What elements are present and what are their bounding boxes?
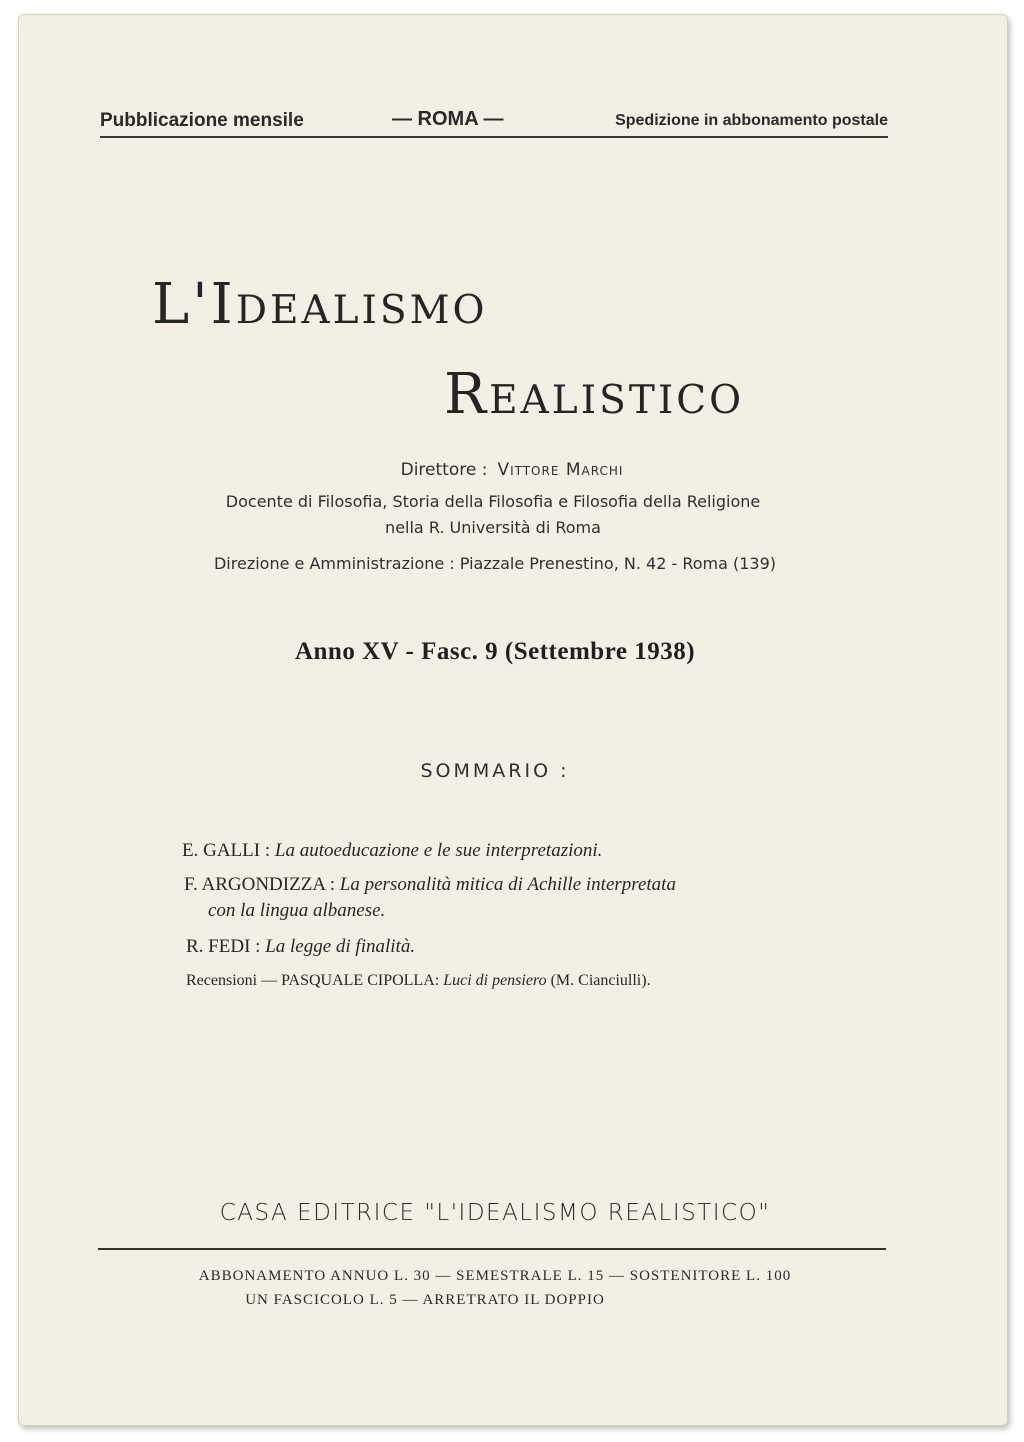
- summary-author: E. GALLI :: [182, 840, 271, 861]
- footer-divider: [98, 1248, 886, 1250]
- summary-title: La autoeducazione e le sue interpretazioni.: [274, 840, 603, 861]
- masthead-strip: [100, 108, 888, 138]
- journal-title-line1: L'Idealismo: [152, 272, 488, 337]
- director-label: Direttore :: [400, 460, 488, 480]
- director-university: nella R. Università di Roma: [385, 518, 601, 537]
- summary-item: [184, 874, 676, 896]
- publisher-name: CASA EDITRICE "L'IDEALISMO REALISTICO": [219, 1200, 771, 1226]
- subscription-prices: ABBONAMENTO ANNUO L. 30 — SEMESTRALE L. 15 — SOSTENITORE L. 100: [198, 1268, 792, 1284]
- issue-info: Anno XV - Fasc. 9 (Settembre 1938): [294, 638, 696, 665]
- director-name: Vittore Marchi: [497, 460, 624, 480]
- summary-item-review: [186, 972, 651, 990]
- director-position: Docente di Filosofia, Storia della Filosofia e Filosofia della Religione: [225, 492, 761, 511]
- summary-title-cont: con la lingua albanese.: [208, 900, 386, 921]
- summary-item: [186, 936, 415, 958]
- review-author: Recensioni — PASQUALE CIPOLLA:: [186, 972, 440, 989]
- summary-item-continuation: [208, 900, 385, 922]
- publication-frequency: Pubblicazione mensile: [100, 110, 304, 131]
- single-issue-prices: UN FASCICOLO L. 5 — ARRETRATO IL DOPPIO: [245, 1292, 605, 1308]
- journal-title-line2: Realistico: [444, 362, 745, 427]
- summary-heading: SOMMARIO :: [420, 760, 570, 782]
- summary-title: La legge di finalità.: [265, 936, 416, 957]
- review-reviewer: (M. Cianciulli).: [550, 972, 651, 989]
- summary-title: La personalità mitica di Achille interpretata: [339, 874, 676, 895]
- director-line: [0, 460, 1024, 480]
- review-title: Luci di pensiero: [443, 972, 547, 989]
- summary-author: R. FEDI :: [186, 936, 261, 957]
- publication-city: — ROMA —: [392, 108, 504, 130]
- summary-author: F. ARGONDIZZA :: [184, 874, 336, 895]
- postal-note: Spedizione in abbonamento postale: [615, 112, 888, 129]
- administration-address: Direzione e Amministrazione : Piazzale Prenestino, N. 42 - Roma (139): [213, 554, 777, 573]
- summary-item: [182, 840, 602, 862]
